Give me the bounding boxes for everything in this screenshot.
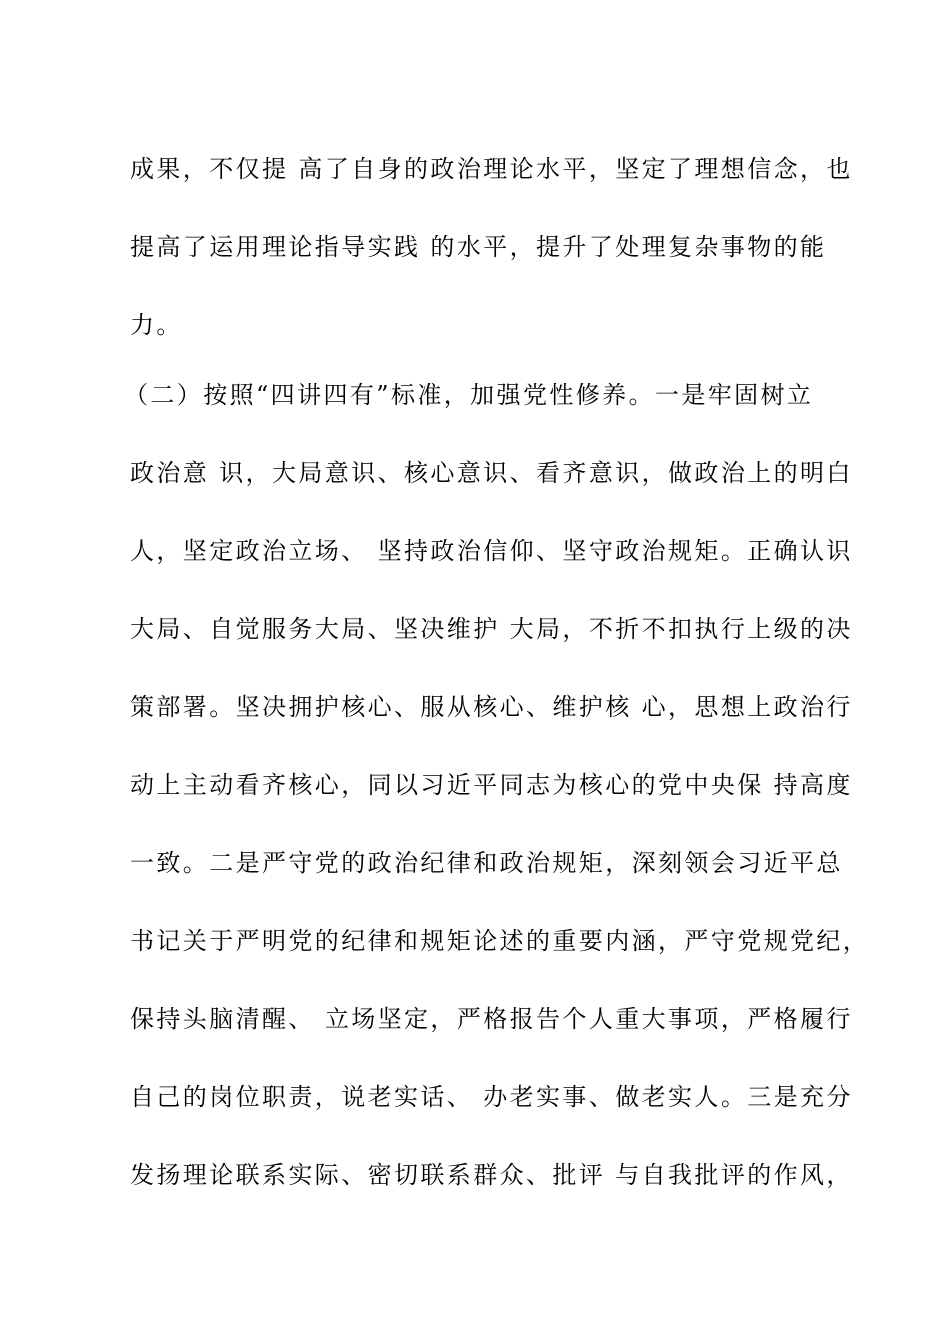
text-line: 自己的岗位职责，说老实话、 办老实事、做老实人。三是充分 <box>130 1083 853 1111</box>
text-line: 人，坚定政治立场、 坚持政治信仰、坚守政治规矩。正确认识 <box>130 537 853 565</box>
text-line: 一致。二是严守党的政治纪律和政治规矩，深刻领会习近平总 <box>130 849 843 877</box>
text-line: 大局、自觉服务大局、坚决维护 大局，不折不扣执行上级的决 <box>130 615 853 643</box>
text-line: 力。 <box>130 311 183 339</box>
text-line: 保持头脑清醒、 立场坚定，严格报告个人重大事项，严格履行 <box>130 1005 853 1033</box>
section-heading-line: （二）按照“四讲四有”标准，加强党性修养。一是牢固树立 <box>124 381 814 409</box>
text-line: 策部署。坚决拥护核心、服从核心、维护核 心，思想上政治行 <box>130 693 853 721</box>
text-line: 成果，不仅提 高了自身的政治理论水平，坚定了理想信念，也 <box>130 155 853 183</box>
text-line: 政治意 识，大局意识、核心意识、看齐意识，做政治上的明白 <box>130 459 853 487</box>
text-line: 书记关于严明党的纪律和规矩论述的重要内涵，严守党规党纪， <box>130 927 870 955</box>
text-line: 提高了运用理论指导实践 的水平，提升了处理复杂事物的能 <box>130 233 827 261</box>
text-line: 动上主动看齐核心，同以习近平同志为核心的党中央保 持高度 <box>130 771 853 799</box>
text-line: 发扬理论联系实际、密切联系群众、批评 与自我批评的作风， <box>130 1161 853 1189</box>
